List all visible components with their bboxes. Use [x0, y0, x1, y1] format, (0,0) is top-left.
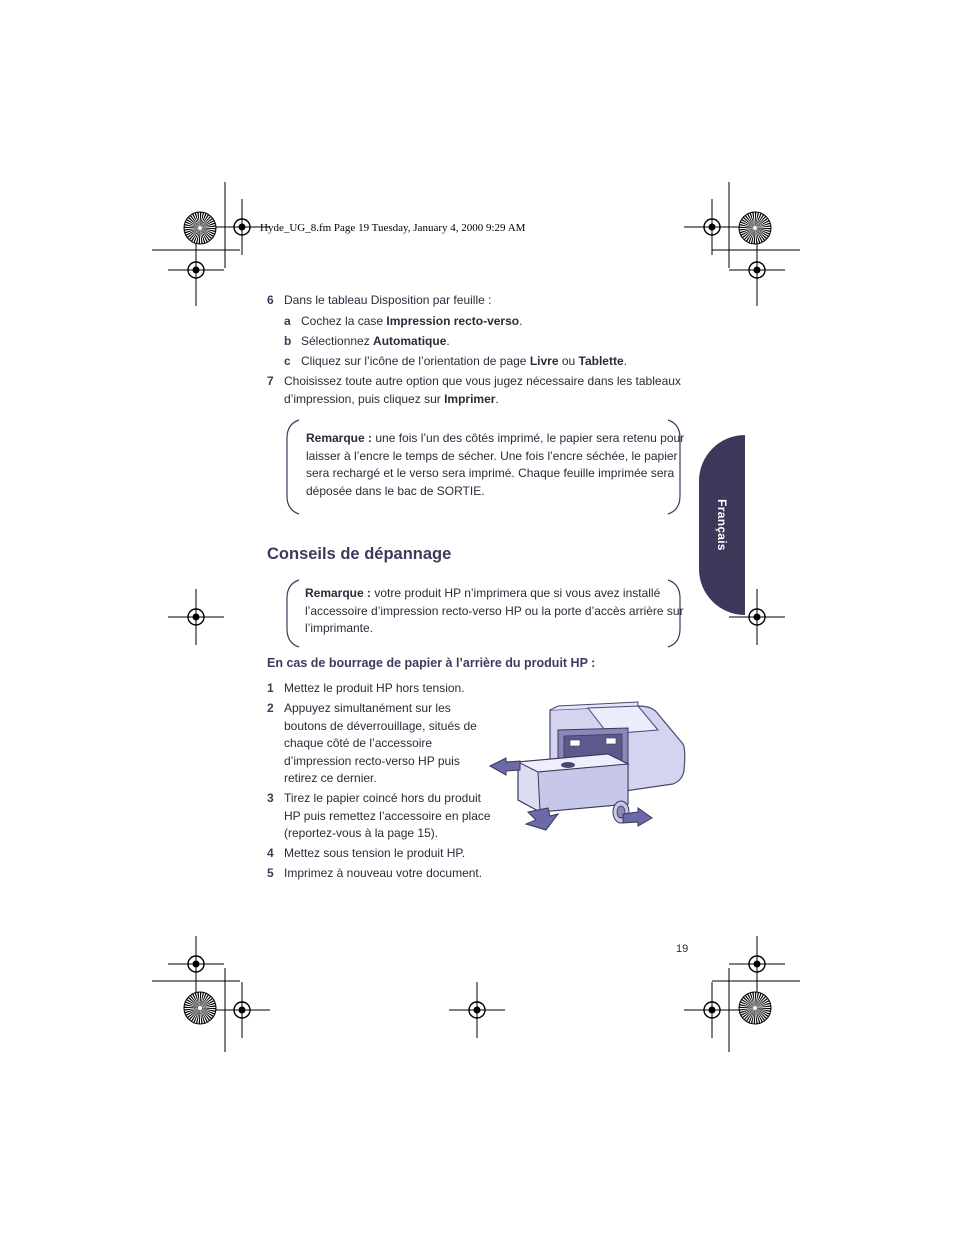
language-tab [699, 435, 745, 615]
step-text: HP puis remettez l’accessoire en place [284, 808, 491, 823]
step-bold: Imprimer [444, 391, 496, 406]
page-number: 19 [676, 943, 689, 955]
step-number: 5 [267, 866, 274, 880]
substep-bold: Impression recto-verso [386, 314, 520, 328]
step-text: Choisissez toute autre option que vous jugez nécessaire dans les tableaux [284, 374, 681, 388]
note-text: laisser à l’encre le temps de sécher. Une fois l’encre séchée, le papier [306, 448, 678, 463]
starburst-center [198, 226, 202, 230]
registration-mark-icon [239, 1007, 246, 1014]
registration-mark-icon [474, 1007, 481, 1014]
substep-text: Sélectionnez [301, 334, 374, 348]
step-text: Mettez sous tension le produit HP. [284, 846, 466, 860]
step-text: d’impression, puis cliquez sur [284, 391, 445, 406]
substep-text: ou [558, 354, 579, 368]
step-text: (reportez-vous à la page 15). [284, 826, 439, 840]
registration-mark-icon [193, 961, 200, 968]
registration-mark-icon [193, 267, 200, 274]
substep-punct: . [623, 354, 627, 368]
note-label: Remarque : [306, 431, 373, 445]
registration-mark-icon [239, 224, 246, 231]
step-text: d’impression recto-verso HP puis [284, 753, 460, 768]
step-number: 1 [267, 681, 274, 695]
substep-letter: c [284, 354, 291, 368]
language-tab-label: Français [715, 499, 730, 551]
step-number: 7 [267, 374, 274, 388]
step-number: 2 [267, 701, 274, 715]
step-text: retirez ce dernier. [284, 771, 377, 785]
note-bracket-left [287, 420, 299, 514]
note-box-1 [306, 430, 684, 500]
registration-mark-icon [193, 614, 200, 621]
registration-mark-icon [754, 614, 761, 621]
registration-mark-icon [709, 1007, 716, 1014]
substep-text: Cliquez sur l’icône de l’orientation de page [301, 354, 530, 368]
step-text: Imprimez à nouveau votre document. [284, 866, 483, 880]
step-text: boutons de déverrouillage, situés de [284, 718, 477, 733]
substep-bold: Automatique [373, 334, 447, 348]
substep-letter: b [284, 334, 292, 348]
substep-letter: a [284, 314, 291, 328]
note-text: déposée dans le bac de SORTIE. [306, 483, 485, 498]
substep-bold: Tablette [578, 354, 624, 368]
step-number: 3 [267, 791, 274, 805]
note-text: sera rechargé et le verso sera imprimé. Chaque feuille imprimée sera [306, 466, 675, 480]
substep-punct: . [519, 314, 523, 328]
subsection-title: En cas de bourrage de papier à l’arrière du produit HP : [267, 656, 596, 670]
registration-mark-icon [754, 961, 761, 968]
substep-bold: Livre [529, 354, 559, 368]
note-text: votre produit HP n’imprimera que si vous avez installé [371, 586, 661, 600]
starburst-center [753, 1006, 757, 1010]
substep-text: Cochez la case [301, 314, 387, 328]
registration-mark-icon [754, 267, 761, 274]
step-number: 6 [267, 293, 274, 307]
step-number: 4 [267, 846, 274, 860]
step-punct: . [495, 391, 499, 406]
step-text: Appuyez simultanément sur les [284, 701, 451, 715]
step-text: Tirez le papier coincé hors du produit [284, 791, 481, 805]
step-text: chaque côté de l’accessoire [284, 736, 433, 750]
step-text: Mettez le produit HP hors tension. [284, 681, 465, 695]
note-text: une fois l’un des côtés imprimé, le papier sera retenu pour [372, 431, 685, 445]
note-text: l’imprimante. [305, 621, 374, 635]
section-title: Conseils de dépannage [267, 545, 452, 563]
note-box-2 [305, 585, 684, 638]
step-text: Dans le tableau Disposition par feuille : [284, 293, 492, 307]
printer-duplex-illustration [488, 700, 688, 835]
note-text: l’accessoire d’impression recto-verso HP ou la porte d’accès arrière sur [305, 603, 684, 618]
page-header: Hyde_UG_8.fm Page 19 Tuesday, January 4, 2000 9:29 AM [260, 222, 526, 234]
registration-mark-icon [709, 224, 716, 231]
note-bracket-left [287, 580, 299, 647]
substep-punct: . [446, 334, 450, 348]
note-label: Remarque : [305, 586, 372, 600]
starburst-center [198, 1006, 202, 1010]
starburst-center [753, 226, 757, 230]
